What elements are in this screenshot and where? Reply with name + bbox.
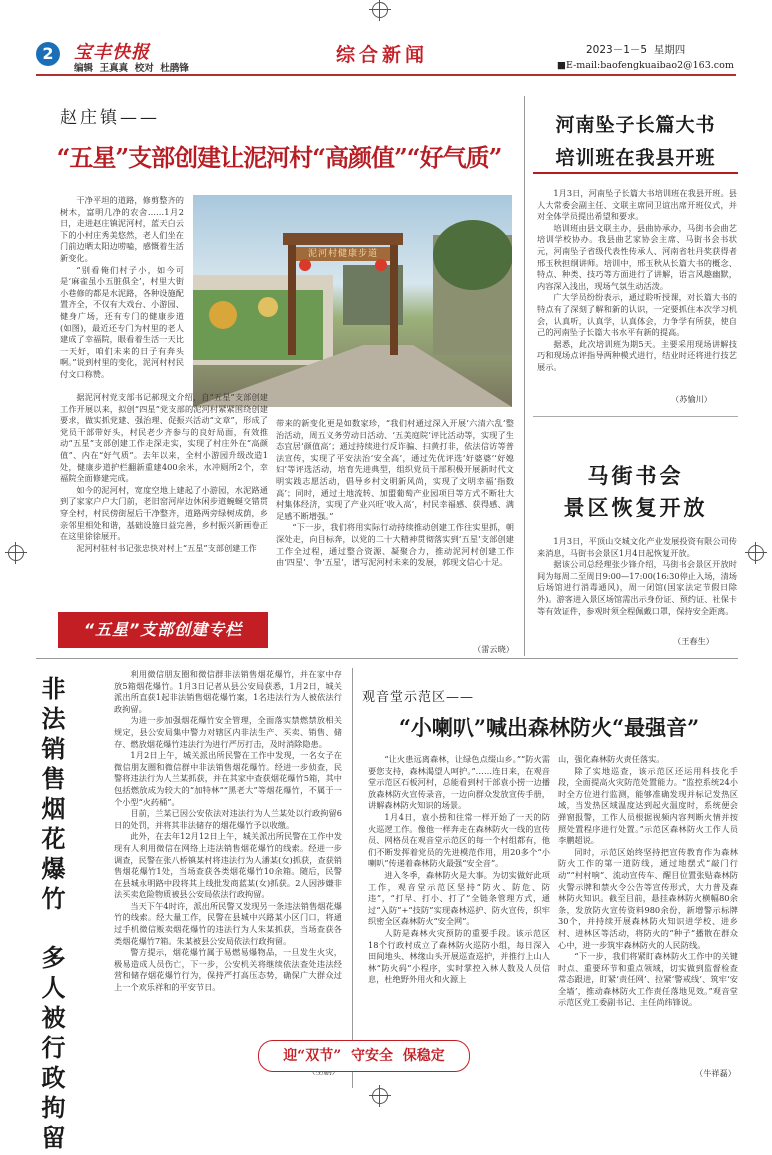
main-col1 — [60, 195, 184, 392]
registration-mark-bottom — [372, 1088, 388, 1104]
firecracker-paragraph: 警方提示，烟花爆竹属于易燃易爆物品，一旦发生火灾，极易造成人员伤亡，下一步，公安机关将继续依法查处违法经营和储存烟花爆竹行为，保持严打高压态势，确保广大群众过上一个欢乐祥和的平安节日。 — [114, 947, 342, 993]
page-number-badge — [36, 42, 60, 66]
photo-sign: 泥河村健康步道 — [307, 249, 378, 259]
forest-headline: “小喇叭”喊出森林防火“最强音” — [398, 715, 700, 740]
main-kicker: 赵庄镇—— — [60, 108, 160, 128]
training-body — [537, 188, 737, 393]
contact-email: ■E-mail:baofengkuaibao2@163.com — [557, 60, 734, 71]
mid-divider — [36, 658, 738, 659]
firecracker-vertical-title: 非法销售烟花爆竹 多人被行政拘留 — [37, 676, 66, 1155]
training-paragraph: 据悉，此次培训班为期5天。主要采用现场讲解技巧和现场点评指导两种模式进行，结业时还将进行技艺展示。 — [537, 338, 737, 372]
main-paragraph: 如今的泥河村，宽度空地上建起了小游园，水泥路通到了家家户户大门前，老旧窑河岸边休闲步道蜿蜒交错贯穿全村，村民傍街屋后干净整齐，道路两旁绿树成荫，乡亲邻里相处和谐，基础设施日益完善，乡村振兴新画卷正在这里徐徐展开。 — [60, 484, 268, 542]
column-divider — [524, 96, 525, 656]
forest-paragraph: 1月4日，袁小捞和往常一样开始了一天的防火巡逻工作。像他一样奔走在森林防火一线的宣传员、网格员在观音堂示范区的每一个村组都有，他们不断发挥着党员的先进模范作用，用20多个“小喇叭”传递着森林防火最强“安全音”。 — [368, 811, 550, 869]
main-paragraph: “别看俺们村子小，如今可是‘麻雀虽小五脏俱全’，村里大街小巷修的都是水泥路，各种设施配置齐全，不仅有大戏台、小游园、健身广场，还有专门的健康步道(如图)，最近还专门为村里的老人建成了幸福院，眼看着生活一天比一天好，咱们未来的日子有奔头啊。”说到村里的变化，泥河村村民付文口称赞。 — [60, 264, 184, 379]
majie-title-line1: 马街书会 — [587, 463, 684, 488]
main-paragraph: 干净平坦的道路，修剪整齐的树木，富明几净的农舍……1月2日，走进赵庄镇泥河村，蓝天白云下的小村庄秀美悠然，老人们坐在门前边晒太阳边唠嗑，感慨着生活新变化。 — [60, 195, 184, 263]
training-author: （苏愉川） — [671, 394, 712, 404]
forest-col1 — [368, 754, 550, 1052]
forest-author: （牛祥磊） — [695, 1068, 736, 1078]
majie-paragraph: 1月3日，平顶山交城文化产业发展投资有限公司传来消息，马街书会景区1月4日起恢复开放。 — [537, 536, 737, 558]
forest-paragraph: 同时，示范区始终坚持把宣传教育作为森林防火工作的第一道防线，通过地摆式“敲门行动”“村村响”、流动宣传车、醒目位置张贴森林防火警示牌和禁火令公告等宣传形式，大力普及森林防火知识。截至目前，悬挂森林防火横幅80余条，发放防火宣传资料980余份，新增警示标牌30个，并持续开展森林防火知识进学校、进乡村、进林区等活动，将防火的“种子”播散在群众心中，进一步筑牢森林防火的人民防线。 — [558, 846, 738, 950]
majie-title-line2: 景区恢复开放 — [563, 495, 708, 520]
main-author: （雷云晓） — [473, 644, 514, 654]
column-banner — [58, 612, 268, 648]
header-rule — [36, 74, 736, 76]
lower-column-divider — [352, 668, 353, 1088]
main-headline: “五星”支部创建让泥河村“高颜值”“好气质” — [56, 143, 502, 172]
section-title: 综合新闻 — [335, 44, 428, 66]
forest-paragraph: 进入冬季，森林防火是大事。为切实做好此项工作，观音堂示范区坚持“防火、防危、防违”，“打早、打小、打了”全链条管理方式，通过“入防”+“技防”实现森林巡护、防火宣传，织牢织密全区森林防火“安全网”。 — [368, 869, 550, 927]
forest-paragraph: 除了实地巡查，该示范区还运用科技化手段，全面提高火灾防范处置能力。“监控系统24小时全方位进行监测，能够准确发现并标记发热区域，当发热区域温度达到起火温度时，系统便会弹窗报警，工作人员根据视频内容判断火情并按照处置程序进行处置。”示范区森林防火工作人员李鹏超说。 — [558, 765, 738, 846]
majie-body — [537, 536, 737, 636]
majie-author: （王春生） — [673, 636, 714, 646]
village-photo — [193, 195, 512, 407]
forest-paragraph: “让火患远离森林，让绿色点缀山乡。”“防火需要您支持，森林渴望人呵护。”……连日来，在观音堂示范区石板河村，总能看到村干部袁小捞一边播放森林防火宣传录音，一边向群众发放宣传手册，讲解森林防火知识的场景。 — [368, 754, 550, 811]
registration-mark-right — [748, 545, 764, 561]
registration-mark-left — [8, 545, 24, 561]
main-paragraph: 泥河村驻村书记张忠快对村上“五星”支部创建工作 — [76, 542, 257, 553]
column-banner-text: “五星”支部创建专栏 — [83, 620, 243, 639]
majie-paragraph: 据该公司总经理张少锋介绍，马街书会景区开放时间为每周二至周日9:00—17:00(16:30停止入场，清场后场馆进行消毒通风)，周一闭馆(国家法定节假日除外)。游客进入景区场馆需出示身份证、预约证、社保卡等有效证件，参观时须全程佩戴口罩，保持安全距离。 — [537, 559, 737, 616]
page-number: 2 — [42, 44, 54, 63]
training-title-box — [533, 100, 738, 174]
forest-col2 — [558, 754, 738, 1066]
training-paragraph: 培训班由县文联主办，县曲协承办，马街书会曲艺培训学校协办。我县曲艺家协会主席、马街书会书状元，河南坠子省级代表性传承人、河南省牡丹奖获得者邢玉秋担纲讲师。培训中，邢玉秋从长篇大书的概念、特点、种类、技巧等方面进行了讲解，语言风趣幽默，内容深入浅出，现场气氛生动活泼。 — [537, 222, 737, 291]
forest-paragraph: “下一步，我们将紧盯森林防火工作中的关键时点、重要环节和重点领域，切实做到监督检查常态跟进，盯紧‘责任网’、拉紧‘警戒线’、筑牢‘安全墙’，推动森林防火工作责任落地见效。”观音堂示范区党工委副书记、主任尚纬锋说。 — [558, 951, 738, 1008]
firecracker-paragraph: 为进一步加强烟花爆竹安全管理，全面落实禁燃禁放相关规定，县公安局集中警力对辖区内非法生产、买卖、销售、储存、燃放烟花爆竹违法行为进行严厉打击，及时消除隐患。 — [114, 715, 342, 749]
bottom-banner-text: 迎“双节” 守安全 保稳定 — [283, 1048, 445, 1064]
training-paragraph: 1月3日，河南坠子长篇大书培训班在我县开班。县人大常委会副主任、文联主席同卫谊出席开班仪式，并对全体学员提出希望和要求。 — [537, 188, 737, 222]
training-title-line2: 培训班在我县开班 — [555, 147, 716, 169]
firecracker-paragraph: 1月2日上午，城关派出所民警在工作中发现，一名女子在微信朋友圈和微信群中非法销售烟花爆竹。经进一步侦查，民警将违法行为人兰某抓获，并在其家中查获烟花爆竹5箱，其中包括燃放成为较大的“加特林”“黑老大”等烟花爆竹，不属于一个小型“火药桶”。 — [114, 750, 342, 807]
registration-mark-top — [372, 2, 388, 18]
firecracker-body — [114, 669, 342, 1065]
firecracker-paragraph: 利用微信朋友圈和微信群非法销售烟花爆竹，并在家中存放5箱烟花爆竹。1月3日记者从县公安局获悉，1月2日，城关派出所直获1起非法销售烟花爆竹案，1名违法行为人被依法行政拘留。 — [114, 669, 342, 714]
bottom-banner — [258, 1040, 470, 1072]
forest-paragraph: 人防是森林火灾预防的重要手段。该示范区18个行政村成立了森林防火巡防小组，每日深入田间地头、林缘山头开展巡查巡护，并推行上山人林“防火码”小程序，实时掌控入林人数及人员信息，杜绝野外用火和火源上 — [368, 927, 550, 985]
main-paragraph: “下一步，我们将用实际行动持续推动创建工作往实里抓，朝深处走，向目标奔，以党的二十大精神贯彻落实到‘五星’支部创建工作全过程，通过整合资源、凝聚合力，推动泥河村创建工作由‘四星’、争‘五星’，谱写泥河村未来的发展，郭现文信心十足。 — [276, 522, 514, 568]
training-paragraph: 广大学员纷纷表示，通过聆听授课，对长篇大书的特点有了深刻了解和新的认识，一定要抓住本次学习机会，认真听，认真学，认真体会，力争学有所获，使自己的河南坠子长篇大书水平有新的提高。 — [537, 292, 737, 338]
issue-date: 2023－1－5 星期四 — [586, 44, 686, 56]
main-col2 — [276, 418, 514, 640]
staff-credits: 编辑 王真真 校对 杜鹃锋 — [74, 63, 189, 74]
main-col1-wide — [60, 392, 268, 592]
main-paragraph: 据泥河村党支部书记郝现文介绍，自“五星”支部创建工作开展以来，拟创“四星”党支部的泥河村紧紧围绕创建要求，做实抓党建、强治理、促振兴活动“文章”，形成了党员干部带好头，村民老少齐参与的良好局面，有效推动“五星”支部创建工作走深走实，实现了村庄外在“高颜值”、内在“好气质”。去年以来，全村小游园升级改造1处，健康步道护栏翻新重建400余米，水冲厕所2个，幸福院全面修建完成。 — [60, 392, 268, 484]
forest-kicker: 观音堂示范区—— — [362, 690, 475, 705]
forest-paragraph: 山，强化森林防火责任落实。 — [558, 754, 665, 764]
right-divider — [533, 416, 738, 417]
photo-scene — [193, 195, 512, 407]
firecracker-paragraph: 目前，兰某已因公安依法对违法行为人兰某处以行政拘留6日的处罚，并将其非法储存的烟花爆竹予以收缴。 — [114, 808, 342, 830]
firecracker-paragraph: 当天下午4时许，派出所民警又发现另一条违法销售烟花爆竹的线索。经大量工作，民警在县城中兴路某小区门口，将通过手机微信贩卖烟花爆竹的违法行为人朱某抓获，当场查获各类烟花爆竹7箱。朱某被县公安局依法行政拘留。 — [114, 900, 342, 946]
firecracker-paragraph: 此外，在去年12月12日上午，城关派出所民警在工作中发现有人利用微信在网络上违法销售烟花爆竹的线索。经进一步调查，民警在张八桥镇某村将违法行为人潘某(女)抓获，查获销售烟花爆竹1处，当场查获各类烟花爆竹10余箱。随后，民警在县城永明路中段将其上线批发商蓝某(女)抓获。2人因涉嫌非法买卖危险物质被县公安局依法行政拘留。 — [114, 831, 342, 900]
main-paragraph: 带来的新变化更是如数家珍，“我们村通过深入开展‘六清六乱’整治活动，周五义务劳动日活动、‘五美庭院’评比活动等，实现了生态宜居‘颜值高’；通过持续进行反诈骗、扫黄打非，依法信访等普法宣传，实现了平安法治‘安全高’，通过先优评选‘好婆婆’‘好媳妇’等评选活动，培育先进典型，组织党员干部积极开展新时代文明实践志愿活动，倡导乡村文明新风尚，实现了文明幸福‘指数高’；同时，通过土地流转、加盟葡萄产业园项目等方式不断壮大村集体经济，实现了产业兴旺‘收入高’，村民幸福感、获得感、满足感不断增强。” — [276, 418, 514, 521]
training-title-line1: 河南坠子长篇大书 — [555, 114, 716, 136]
masthead-logo: 宝丰快报 — [74, 42, 150, 63]
